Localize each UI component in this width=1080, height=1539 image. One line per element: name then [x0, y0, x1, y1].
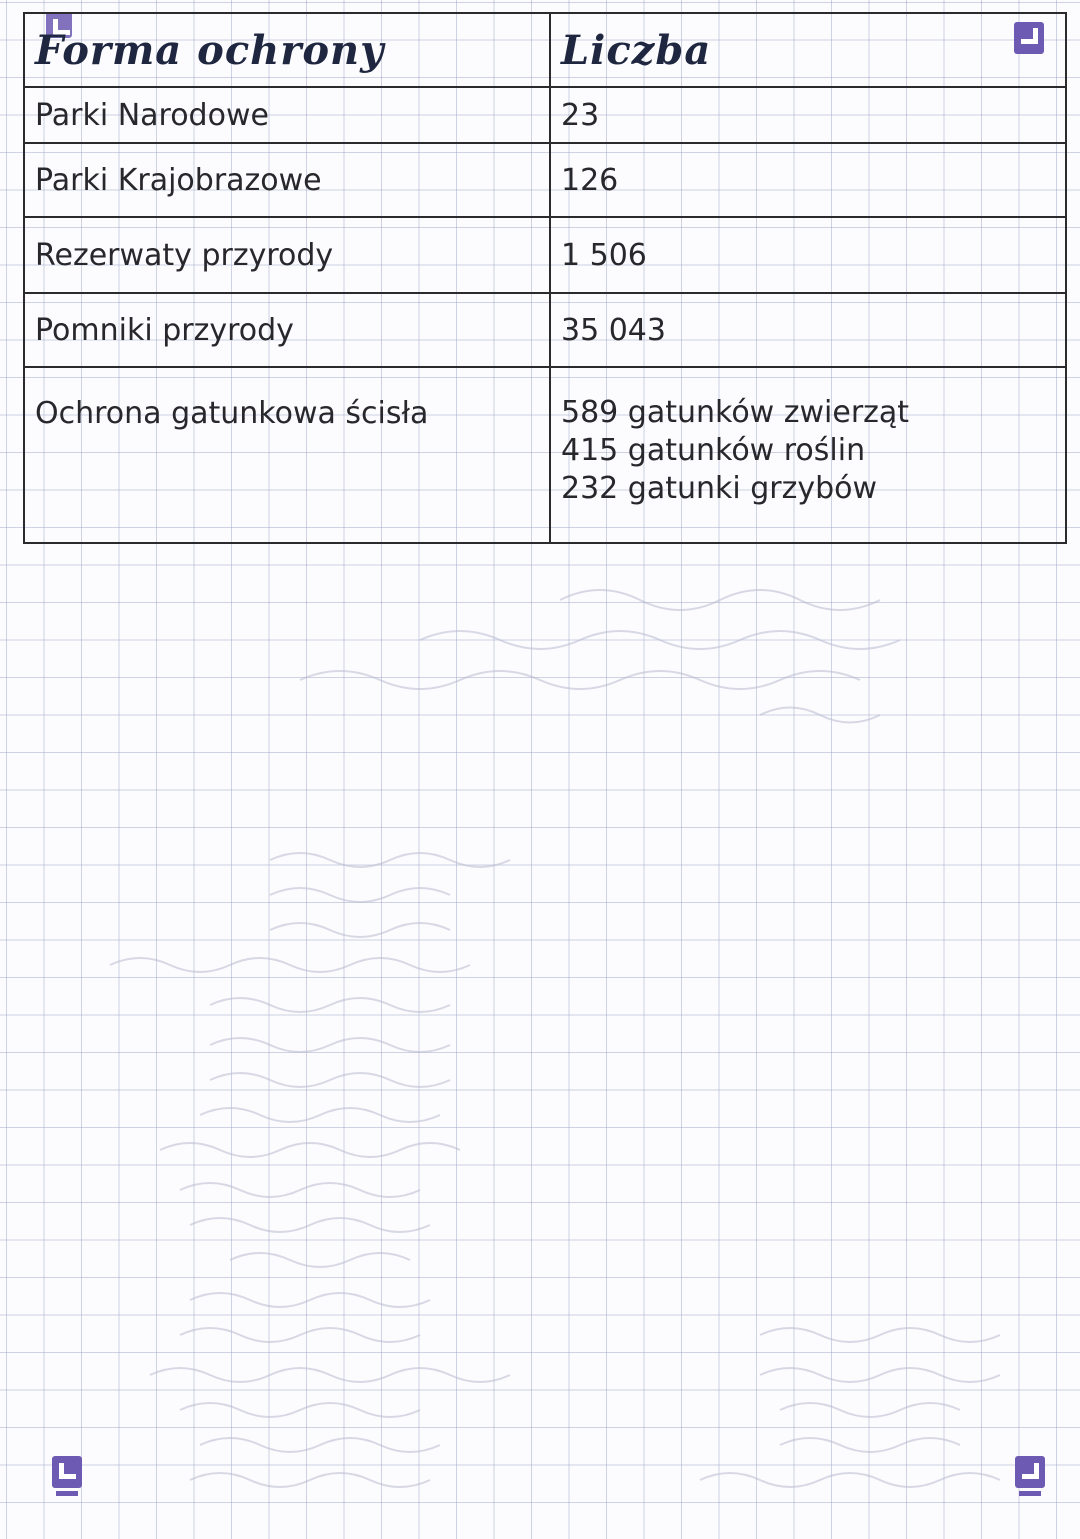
species-count-line: 232 gatunki grzybów	[561, 471, 878, 506]
count-cell: 1 506	[550, 217, 1066, 293]
protection-forms-table	[23, 12, 1067, 544]
count-cell-multiline	[550, 367, 1066, 543]
form-cell: Parki Krajobrazowe	[24, 143, 550, 217]
table-row	[24, 87, 1066, 143]
corner-bracket-icon	[1015, 1456, 1045, 1488]
table-row	[24, 293, 1066, 367]
species-count-line: 589 gatunków zwierząt	[561, 395, 910, 430]
table-row	[24, 367, 1066, 543]
form-cell: Pomniki przyrody	[24, 293, 550, 367]
count-cell: 35 043	[550, 293, 1066, 367]
table-row	[24, 143, 1066, 217]
count-cell: 23	[550, 87, 1066, 143]
column-header-count: Liczba	[550, 13, 1066, 87]
table-row	[24, 217, 1066, 293]
form-cell: Ochrona gatunkowa ścisła	[24, 367, 550, 543]
corner-bracket-icon	[52, 1456, 82, 1488]
form-cell: Rezerwaty przyrody	[24, 217, 550, 293]
table-header-row	[24, 13, 1066, 87]
species-count-line: 415 gatunków roślin	[561, 433, 866, 468]
form-cell: Parki Narodowe	[24, 87, 550, 143]
count-cell: 126	[550, 143, 1066, 217]
column-header-form: Forma ochrony	[24, 13, 550, 87]
